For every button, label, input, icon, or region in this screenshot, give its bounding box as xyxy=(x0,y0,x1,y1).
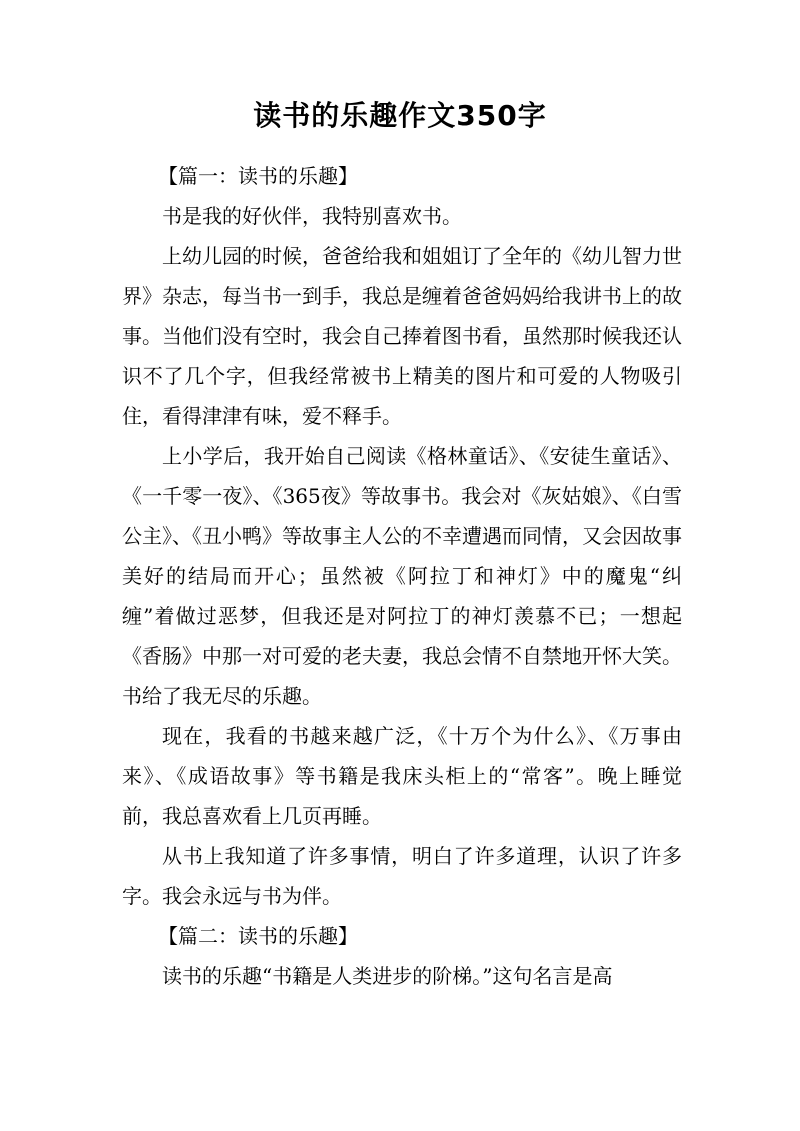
paragraph: 上幼儿园的时候，爸爸给我和姐姐订了全年的《幼儿智力世界》杂志，每当书一到手，我总是缠着爸爸妈妈给我讲书上的故事。当他们没有空时，我会自己捧着图书看，虽然那时候我还认识不了几个字，但我经常被书上精美的图片和可爱的人物吸引住，看得津津有味，爱不释手。 xyxy=(122,244,682,428)
document-title: 读书的乐趣作文350字 xyxy=(253,99,547,132)
section-heading-2: 【篇二：读书的乐趣】 xyxy=(158,924,358,948)
paragraph: 从书上我知道了许多事情，明白了许多道理，认识了许多字。我会永远与书为伴。 xyxy=(122,844,682,908)
section-heading-1: 【篇一：读书的乐趣】 xyxy=(158,164,358,188)
paragraph: 读书的乐趣“书籍是人类进步的阶梯。”这句名言是高 xyxy=(162,964,613,988)
paragraph: 上小学后，我开始自己阅读《格林童话》、《安徒生童话》、《一千零一夜》、《365夜》等故事书。我会对《灰姑娘》、《白雪公主》、《丑小鸭》等故事主人公的不幸遭遇而同情，又会因故事美好的结局而开心；虽然被《阿拉丁和神灯》中的魔鬼“纠缠”着做过恶梦，但我还是对阿拉丁的神灯羡慕不已；一想起《香肠》中那一对可爱的老夫妻，我总会情不自禁地开怀大笑。书给了我无尽的乐趣。 xyxy=(122,444,682,708)
document-body xyxy=(122,156,682,996)
paragraph: 现在，我看的书越来越广泛，《十万个为什么》、《万事由来》、《成语故事》等书籍是我床头柜上的“常客”。晚上睡觉前，我总喜欢看上几页再睡。 xyxy=(122,724,682,828)
paragraph: 书是我的好伙伴，我特别喜欢书。 xyxy=(162,204,462,228)
